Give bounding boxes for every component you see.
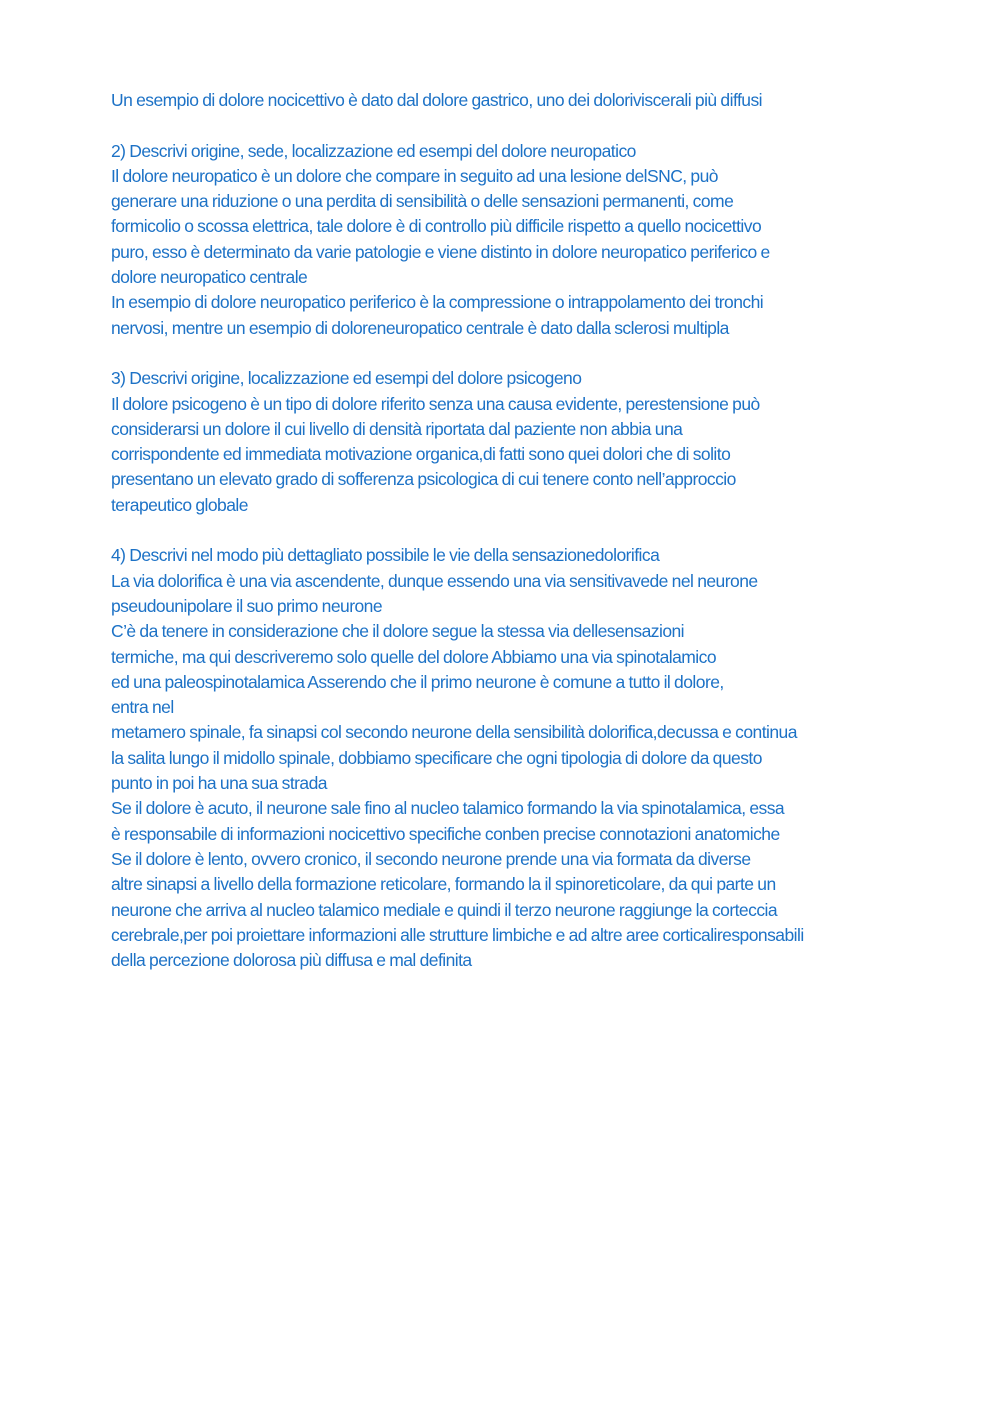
answer-2-line: generare una riduzione o una perdita di sensibilità o delle sensazioni permanenti, come: [111, 191, 734, 212]
answer-4-line: pseudounipolare il suo primo neurone: [111, 595, 383, 616]
answer-4-line: entra nel: [111, 697, 174, 718]
question-4-heading: 4) Descrivi nel modo più dettagliato possibile le vie della sensazionedolorifica: [111, 545, 660, 566]
paragraph-gap: [111, 518, 911, 543]
answer-2-line: dolore neuropatico centrale: [111, 267, 308, 288]
answer-2-line: nervosi, mentre un esempio di doloreneuropatico centrale è dato dalla sclerosi multipla: [111, 317, 729, 338]
answer-4-line: della percezione dolorosa più diffusa e mal definita: [111, 950, 472, 971]
answer-3-line: considerarsi un dolore il cui livello di densità riportata dal paziente non abbia una: [111, 418, 683, 439]
answer-3-line: terapeutico globale: [111, 494, 248, 515]
answer-4-line: La via dolorifica è una via ascendente, dunque essendo una via sensitivavede nel neurone: [111, 570, 758, 591]
answer-3-line: corrispondente ed immediata motivazione organica,di fatti sono quei dolori che di solito: [111, 444, 731, 465]
answer-4-line: altre sinapsi a livello della formazione reticolare, formando la il spinoreticolare, da qui parte un: [111, 874, 776, 895]
answer-4-line: Se il dolore è lento, ovvero cronico, il secondo neurone prende una via formata da diverse: [111, 848, 751, 869]
answer-4-line: è responsabile di informazioni nocicettivo specifiche conben precise connotazioni anatomiche: [111, 823, 780, 844]
answer-4-line: punto in poi ha una sua strada: [111, 773, 327, 794]
intro-line: Un esempio di dolore nocicettivo è dato dal dolore gastrico, uno dei doloriviscerali più diffusi: [111, 90, 762, 110]
answer-3-line: Il dolore psicogeno è un tipo di dolore riferito senza una causa evidente, perestensione può: [111, 393, 760, 414]
paragraph-gap: [111, 341, 911, 366]
answer-4-line: ed una paleospinotalamica Asserendo che il primo neurone è comune a tutto il dolore,: [111, 671, 724, 692]
answer-4-line: neurone che arriva al nucleo talamico mediale e quindi il terzo neurone raggiunge la corteccia: [111, 899, 778, 920]
answer-2-line: puro, esso è determinato da varie patologie e viene distinto in dolore neuropatico periferico e: [111, 241, 770, 262]
answer-4-line: C’è da tenere in considerazione che il dolore segue la stessa via dellesensazioni: [111, 621, 685, 642]
answer-4-line: cerebrale,per poi proiettare informazioni alle strutture limbiche e ad altre aree corticaliresponsabili: [111, 924, 804, 945]
document-body: [111, 88, 911, 973]
answer-2-line: Il dolore neuropatico è un dolore che compare in seguito ad una lesione delSNC, può: [111, 165, 718, 186]
question-2-heading: 2) Descrivi origine, sede, localizzazione ed esempi del dolore neuropatico: [111, 140, 636, 161]
answer-2-line: formicolio o scossa elettrica, tale dolore è di controllo più difficile rispetto a quello nocicettivo: [111, 216, 762, 237]
paragraph-gap: [111, 113, 911, 138]
answer-2-line: In esempio di dolore neuropatico periferico è la compressione o intrappolamento dei tronchi: [111, 292, 764, 313]
answer-4-line: termiche, ma qui descriveremo solo quelle del dolore Abbiamo una via spinotalamico: [111, 646, 717, 667]
answer-4-line: la salita lungo il midollo spinale, dobbiamo specificare che ogni tipologia di dolore da questo: [111, 747, 762, 768]
answer-4-line: Se il dolore è acuto, il neurone sale fino al nucleo talamico formando la via spinotalamica, essa: [111, 798, 785, 819]
answer-4-line: metamero spinale, fa sinapsi col secondo neurone della sensibilità dolorifica,decussa e continua: [111, 722, 797, 743]
question-3-heading: 3) Descrivi origine, localizzazione ed esempi del dolore psicogeno: [111, 368, 582, 389]
answer-3-line: presentano un elevato grado di sofferenza psicologica di cui tenere conto nell’approccio: [111, 469, 736, 490]
